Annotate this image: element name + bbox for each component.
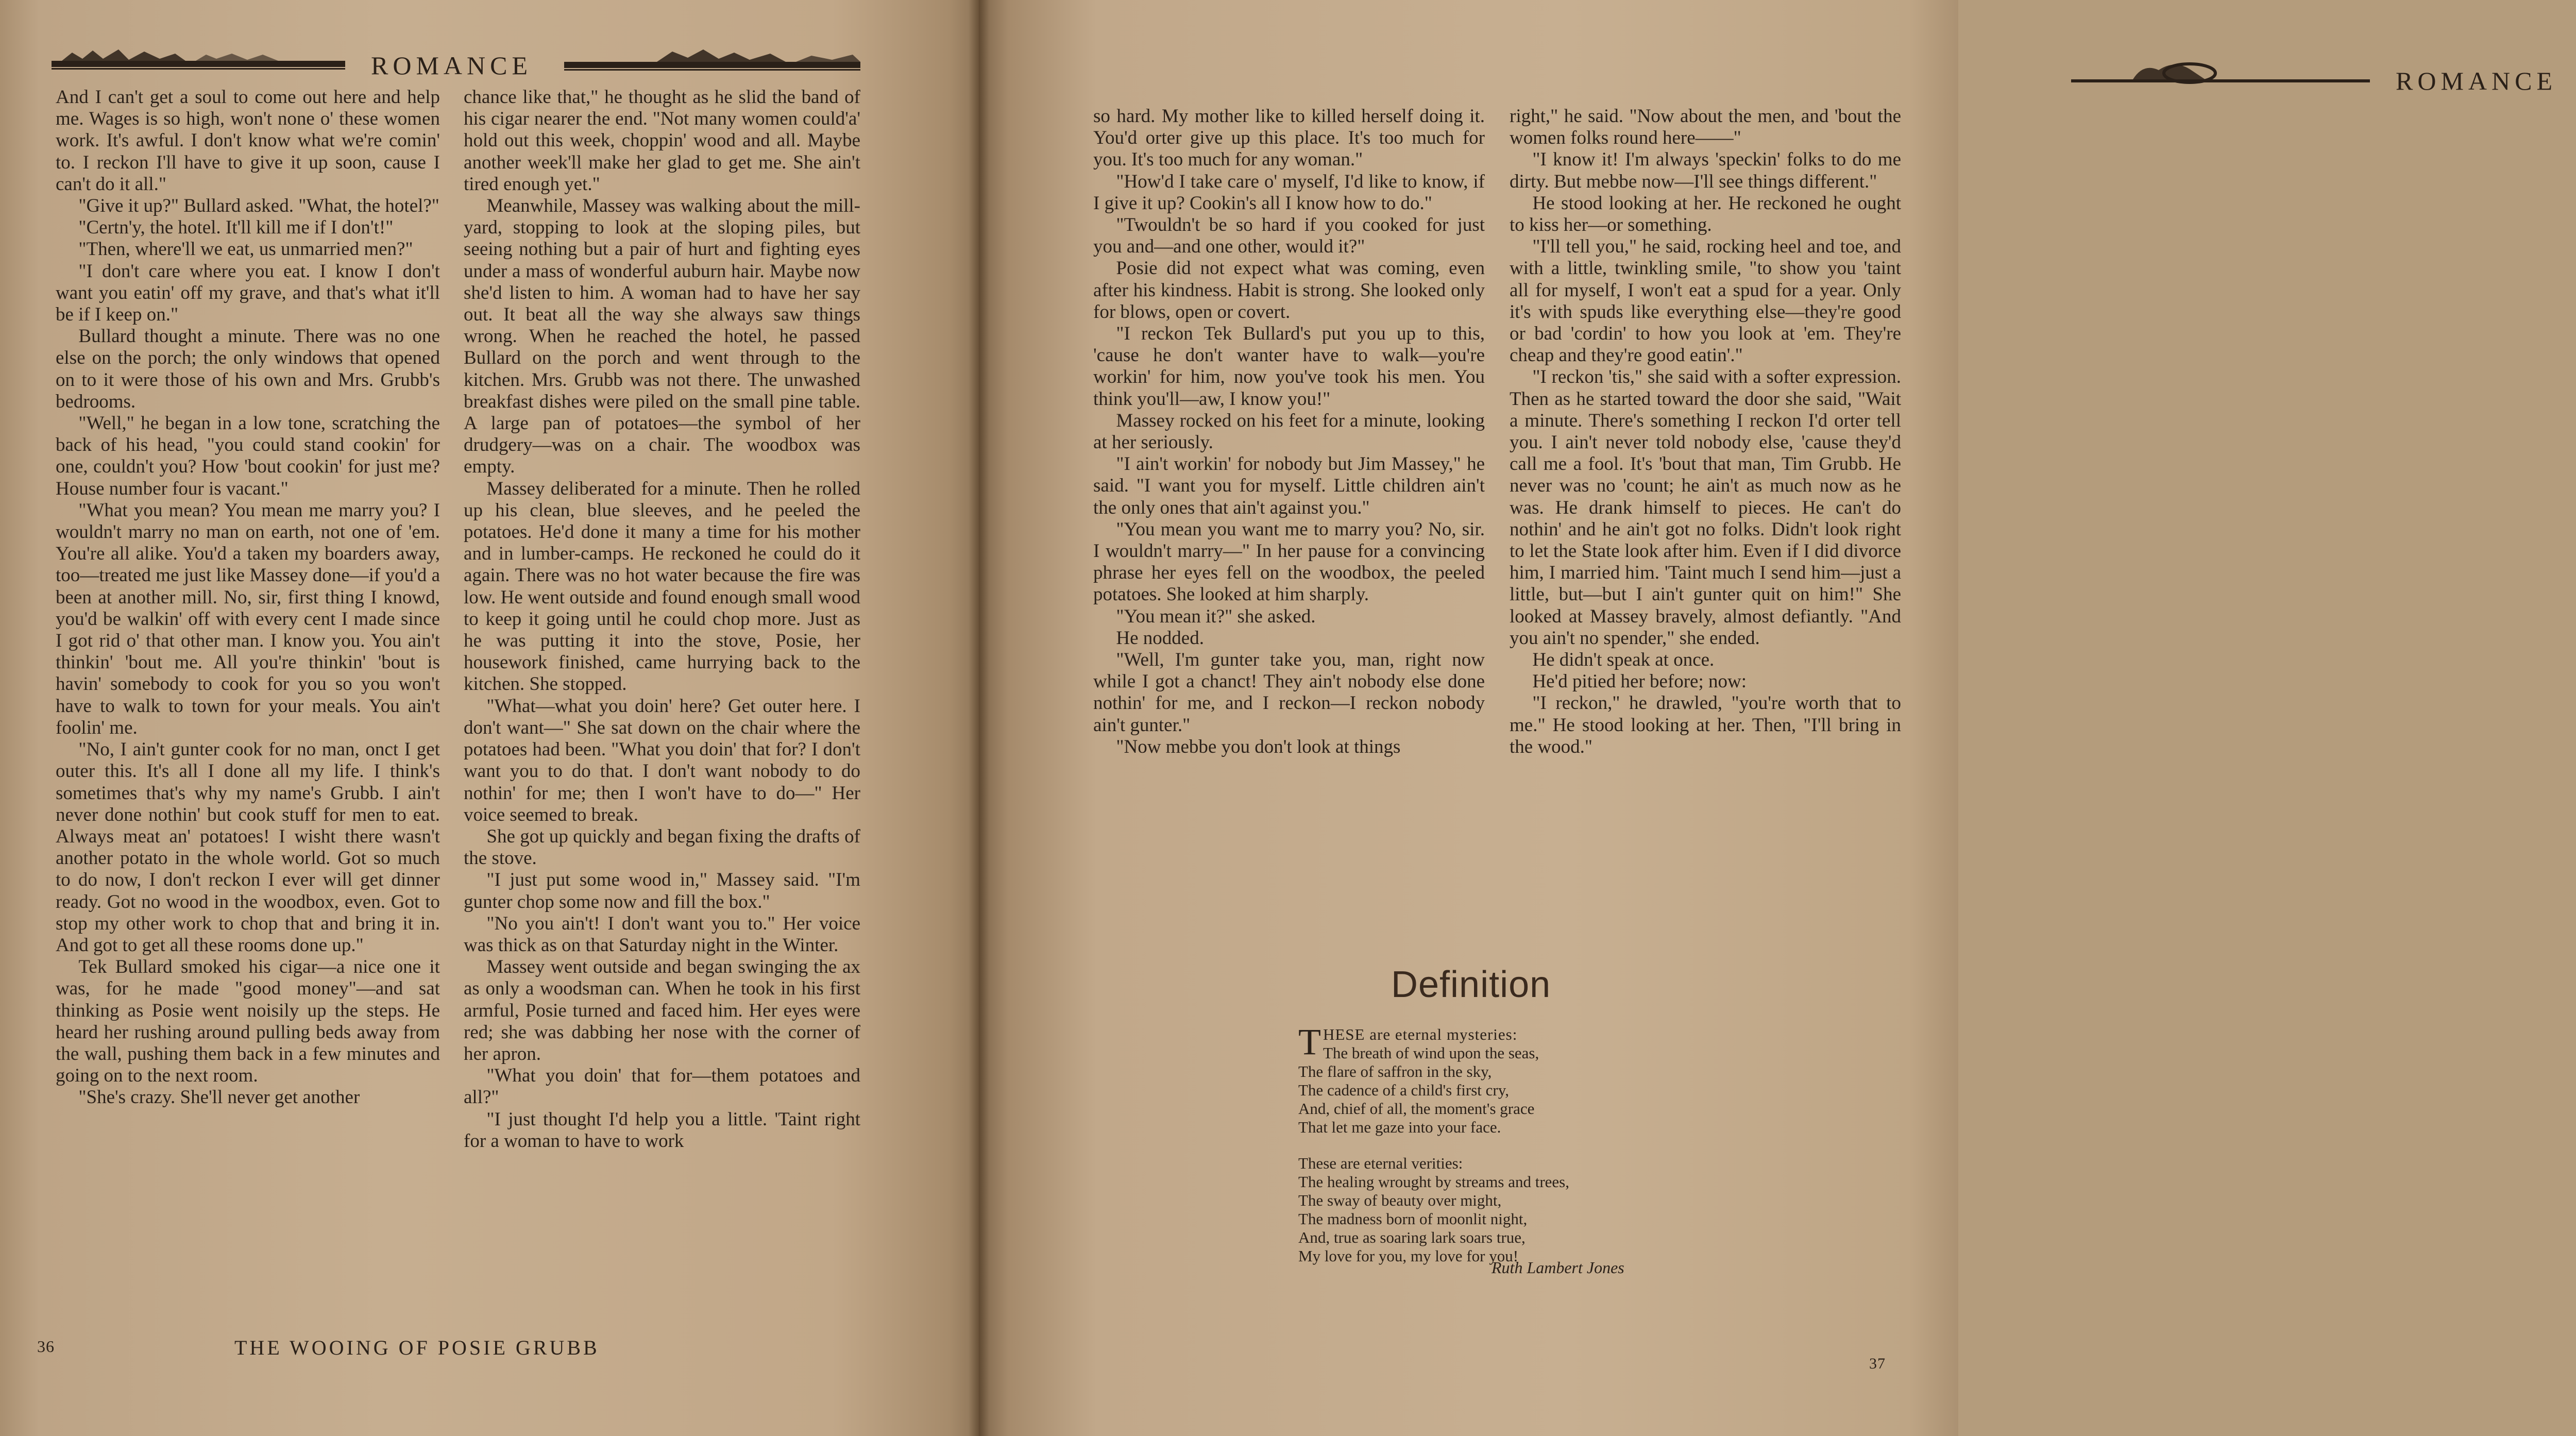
paragraph: "You mean you want me to marry you? No, sir. I wouldn't marry—" In her pause for a convincing phrase her eyes fell on the woodbox, the peeled potatoes. She looked at him sharply. <box>1093 518 1485 605</box>
paragraph: "Well, I'm gunter take you, man, right now while I got a chanct! They ain't nobody else done nothin' for me, and I reckon—I reckon nobody ain't gunter." <box>1093 649 1485 736</box>
paragraph: right," he said. "Now about the men, and 'bout the women folks round here——" <box>1510 106 1901 149</box>
poem-stanza-1 <box>1298 1021 1690 1137</box>
poem-line: And, chief of all, the moment's grace <box>1298 1100 1535 1118</box>
poem-line: And, true as soaring lark soars true, <box>1298 1228 1526 1246</box>
page-number-right: 37 <box>1869 1355 1886 1372</box>
paragraph: "No you ain't! I don't want you to." Her voice was thick as on that Saturday night in the Winter. <box>464 913 860 956</box>
paragraph: "How'd I take care o' myself, I'd like to know, if I give it up? Cookin's all I know how to do." <box>1093 171 1485 214</box>
poem-line: The flare of saffron in the sky, <box>1298 1062 1492 1080</box>
paragraph: Posie did not expect what was coming, even after his kindness. Habit is strong. She looked only for blows, open or covert. <box>1093 258 1485 323</box>
page-number-left: 36 <box>37 1337 55 1356</box>
paragraph: "I ain't workin' for nobody but Jim Massey," he said. "I want you for myself. Little children ain't the only ones that ain't against you." <box>1093 453 1485 518</box>
paragraph: "Give it up?" Bullard asked. "What, the hotel?" <box>78 195 439 217</box>
paragraph: "What you mean? You mean me marry you? I wouldn't marry no man on earth, not one of 'em. You're all alike. You'd a taken my boarders away, too—treated me just like Massey done—if you'd a been at another mill. No, sir, first thing I knowd, you'd be walkin' off with every cent I made since I got rid o' that other man. I know you. You ain't thinkin' 'bout me. All you're thinkin' 'bout is havin' somebody to cook for you so you won't have to walk to town for your meals. You ain't foolin' me. <box>56 499 440 738</box>
running-header-right <box>2071 58 2576 99</box>
paragraph: "I don't care where you eat. I know I don't want you eatin' off my grave, and that's what it'll be if I keep on." <box>56 260 440 326</box>
paragraph: Meanwhile, Massey was walking about the mill-yard, stopping to look at the sloping piles, but seeing nothing but a pair of hurt and fighting eyes under a mass of wonderful auburn hair. Maybe now she'd listen to him. A woman had to have her say out. It beat all the way she always saw things wrong. When he reached the hotel, he passed Bullard on the porch and went through to the kitchen. Mrs. Grubb was not there. The unwashed breakfast dishes were piled on the small pine table. A large pan of potatoes—the symbol of her drudgery—was on a chair. The woodbox was empty. <box>464 195 860 478</box>
header-ornament-right <box>2071 58 2370 94</box>
paragraph: "No, I ain't gunter cook for no man, onct I get outer this. It's all I done all my life. I think's sometimes that's why my name's Grubb. I ain't never done nothin' but cook stuff for men to eat. Always meat an' potatoes! I wisht there wasn't another potato in the whole world. Got so much to do now, I don't reckon I ever will get dinner ready. Got no wood in the woodbox, even. Got to stop my other work to chop that and bring it in. And got to get all these rooms done up." <box>56 739 440 956</box>
poem-author: Ruth Lambert Jones <box>1492 1258 1624 1277</box>
paragraph: "What you doin' that for—them potatoes and all?" <box>464 1065 860 1108</box>
paragraph: Massey rocked on his feet for a minute, looking at her seriously. <box>1093 410 1485 453</box>
text-column-left-1 <box>56 87 440 1109</box>
poem-line: The cadence of a child's first cry, <box>1298 1081 1509 1099</box>
text-column-right-1 <box>1093 106 1485 758</box>
right-page <box>979 0 2557 1436</box>
paragraph: "I reckon," he drawled, "you're worth that to me." He stood looking at her. Then, "I'll bring in the wood." <box>1510 692 1901 757</box>
paragraph: Massey deliberated for a minute. Then he rolled up his clean, blue sleeves, and he peeled the potatoes. He'd done it many a time for his mother and in lumber-camps. He reckoned he could do it again. There was no hot water because the fire was low. He went outside and found enough small wood to keep it going until he could chop more. Just as he was putting it into the stove, Posie, her housework finished, came hurrying back to the kitchen. She stopped. <box>464 478 860 695</box>
paragraph: He didn't speak at once. <box>1532 649 1715 671</box>
poem-line: The breath of wind upon the seas, <box>1323 1044 1539 1062</box>
paragraph: "You mean it?" she asked. <box>1116 605 1316 627</box>
paragraph: "What—what you doin' here? Get outer here. I don't want—" She sat down on the chair where the potatoes had been. "What you doin' that for? I don't want you to do that. I don't want nobody to do nothin' for me; then I won't have to do—" Her voice seemed to break. <box>464 695 860 825</box>
paragraph: Massey went outside and began swinging the ax as only a woodsman can. When he took in his first armful, Posie turned and faced him. Her eyes were red; she was dabbing her nose with the corner of her apron. <box>464 956 860 1065</box>
paragraph: He nodded. <box>1116 627 1204 649</box>
paragraph: "I reckon Tek Bullard's put you up to this, 'cause he don't wanter have to walk—you're workin' for him, now you've took his men. You think you'll—aw, I know you!" <box>1093 323 1485 410</box>
paragraph: "I reckon 'tis," she said with a softer expression. Then as he started toward the door she said, "Wait a minute. There's something I reckon I'd orter tell you. I ain't never told nobody else, 'cause they'd call me a fool. It's 'bout that man, Tim Grubb. He never was no 'count; he ain't as much now as he was. He drank himself to pieces. He can't do nothin' and he ain't got no folks. Didn't look right to let the State look after him. Even if I did divorce him, I married him. 'Taint much I send him—just a little, but—but I ain't gunter quit on him!" She looked at Massey bravely, almost defiantly. "And you ain't no spender," she ended. <box>1510 366 1901 649</box>
poem <box>1298 1021 1690 1283</box>
paragraph: "I just thought I'd help you a little. 'Taint right for a woman to have to work <box>464 1108 860 1152</box>
left-page <box>0 0 979 1436</box>
drop-cap: T <box>1298 1021 1321 1062</box>
paragraph: "I know it! I'm always 'speckin' folks to do me dirty. But mebbe now—I'll see things different." <box>1510 149 1901 192</box>
text-column-right-2 <box>1510 106 1901 758</box>
poem-line: The sway of beauty over might, <box>1298 1191 1502 1209</box>
story-title-footer: THE WOOING OF POSIE GRUBB <box>234 1336 600 1359</box>
header-title-right: ROMANCE <box>2396 66 2557 95</box>
paragraph: so hard. My mother like to killed herself doing it. You'd orter give up this place. It's too much for you. It's too much for any woman." <box>1093 106 1485 171</box>
paragraph: And I can't get a soul to come out here and help me. Wages is so high, won't none o' these women work. It's awful. I don't know what we're comin' to. I reckon I'll have to give it up soon, cause I can't do it all." <box>56 87 440 195</box>
poem-line: My love for you, my love for you! <box>1298 1247 1519 1265</box>
header-ornament-left-2 <box>564 47 860 83</box>
poem-line: The healing wrought by streams and trees, <box>1298 1173 1569 1191</box>
paragraph: "Twouldn't be so hard if you cooked for just you and—and one other, would it?" <box>1093 214 1485 258</box>
paragraph: "I'll tell you," he said, rocking heel and toe, and with a little, twinkling smile, "to show you 'taint all for myself, I won't eat a spud for a year. Only it's with spuds like everything else—they're good or bad 'cordin' to how you look at 'em. They're cheap and they're good eatin'." <box>1510 236 1901 366</box>
paragraph: "Well," he began in a low tone, scratching the back of his head, "you could stand cookin' for one, couldn't you? How 'bout cookin' for just me? House number four is vacant." <box>56 413 440 499</box>
header-title-left: ROMANCE <box>371 51 533 80</box>
poem-line: That let me gaze into your face. <box>1298 1118 1501 1136</box>
paragraph: Tek Bullard smoked his cigar—a nice one it was, for he made "good money"—and sat thinking as Posie went noisily up the steps. He heard her rushing around pulling beds away from the wall, pushing them back in a few minutes and going on to the next room. <box>56 956 440 1087</box>
poem-title: Definition <box>1391 964 1551 1005</box>
header-ornament-left <box>52 47 345 83</box>
paragraph: "I just put some wood in," Massey said. "I'm gunter chop some now and fill the box." <box>464 869 860 913</box>
poem-line: The madness born of moonlit night, <box>1298 1210 1528 1228</box>
paragraph: "Now mebbe you don't look at things <box>1116 736 1401 757</box>
poem-first-line-text: HESE are eternal mysteries: <box>1323 1025 1518 1043</box>
paragraph: He stood looking at her. He reckoned he ought to kiss her—or something. <box>1510 192 1901 236</box>
text-column-left-2 <box>464 87 860 1152</box>
paragraph: He'd pitied her before; now: <box>1532 671 1747 692</box>
paragraph: Bullard thought a minute. There was no one else on the porch; the only windows that opened on to it were those of his own and Mrs. Grubb's bedrooms. <box>56 326 440 412</box>
paragraph: chance like that," he thought as he slid the band of his cigar nearer the end. "Not many women could'a' hold out this week, choppin' wood and all. Maybe another week'll make her glad to get me. She ain't tired enough yet." <box>464 87 860 195</box>
paragraph: "She's crazy. She'll never get another <box>78 1087 360 1108</box>
book-gutter <box>969 0 989 1436</box>
paragraph: She got up quickly and began fixing the drafts of the stove. <box>464 825 860 869</box>
paragraph: "Then, where'll we eat, us unmarried men?" <box>78 239 413 260</box>
paragraph: "Certn'y, the hotel. It'll kill me if I don't!" <box>78 217 394 239</box>
running-header-left <box>52 47 860 89</box>
poem-stanza-2 <box>1298 1154 1690 1265</box>
poem-line: These are eternal verities: <box>1298 1154 1463 1172</box>
